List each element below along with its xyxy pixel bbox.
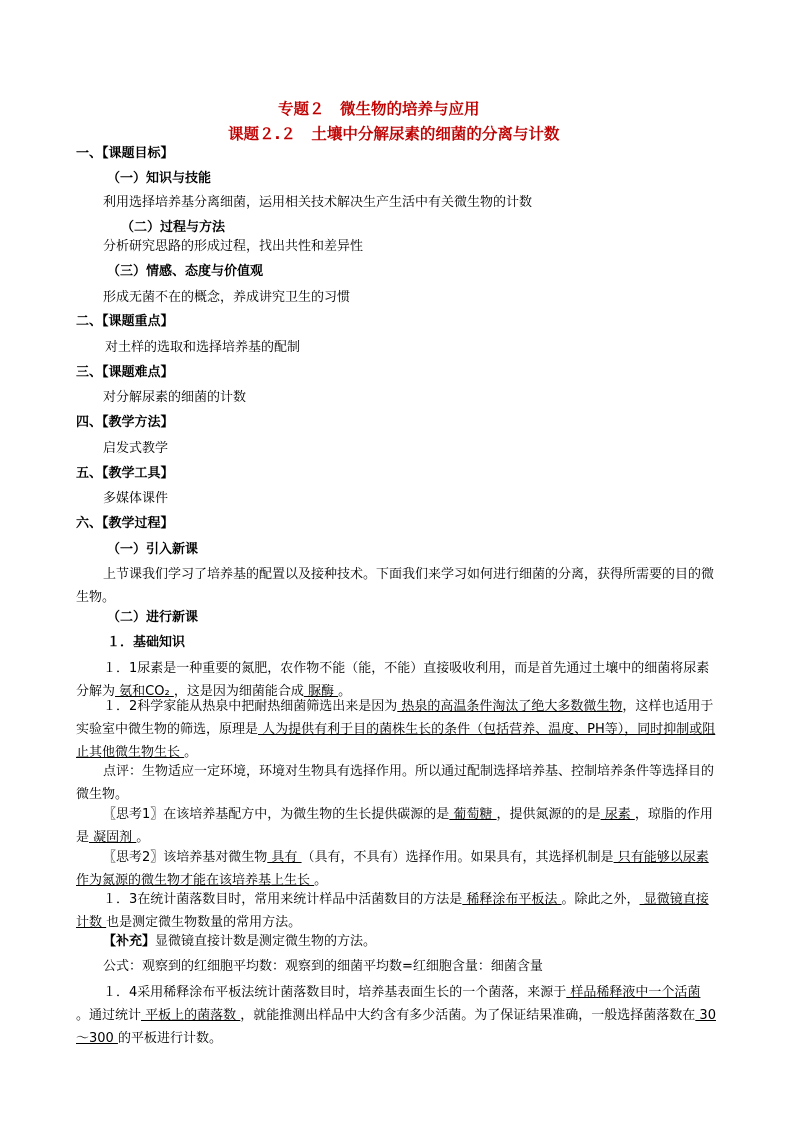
answer-urease: 脲酶 [303,684,339,699]
text-attitude: 形成无菌不在的概念，养成讲究卫生的习惯 [103,290,351,305]
paragraph-formula: 公式：观察到的红细胞平均数：观察到的细菌平均数=红细胞含量：细菌含量 [103,959,543,974]
answer-live-cell: 样品稀释液中一个活菌 [566,985,701,1000]
text-method: 启发式教学 [103,441,169,456]
subheading-basics: １．基础知识 [107,635,186,650]
paragraph-think-1: 〖思考1〗在该培养基配方中，为微生物的生长提供碳源的是 葡萄糖 ，提供氮源的的是 尿素 ，琼脂的作用是 凝固剂 。 [76,807,713,845]
subheading-attitude: （三）情感、态度与价值观 [107,264,264,279]
subheading-knowledge: （一）知识与技能 [107,171,212,186]
section-heading-focus: 二、【课题重点】 [76,314,174,329]
text-focus: 对土样的选取和选择培养基的配制 [105,340,301,355]
text-knowledge: 利用选择培养基分离细菌，运用相关技术解决生产生活中有关微生物的计数 [103,195,533,210]
text-difficulty: 对分解尿素的细菌的计数 [103,390,247,405]
section-heading-goals: 一、【课题目标】 [76,146,174,161]
answer-glucose: 葡萄糖 [449,807,497,822]
answer-solidifier: 凝固剂 [89,830,137,845]
answer-has: 具有 [267,850,302,865]
paragraph-1-4: １．4采用稀释涂布平板法统计菌落数目时，培养基表面生长的一个菌落，来源于 样品稀释液中一个活菌 。通过统计 平板上的菌落数 ，就能推测出样品中大约含有多少活菌。为了保证结果准确，一般选择菌落数在 30～300 的平板进行计数。 [76,985,716,1046]
section-heading-process: 六、【教学过程】 [76,516,174,531]
paragraph-intro: 上节课我们学习了培养基的配置以及接种技术。下面我们来学习如何进行细菌的分离，获得所需要的目的微生物。 [76,567,715,605]
answer-urea: 尿素 [600,807,635,822]
paragraph-1-1: １．1尿素是一种重要的氮肥，农作物不能（能，不能）直接吸收利用，而是首先通过土壤中的细菌将尿素分解为 氨和CO₂ ，这是因为细菌能合成 脲酶 。 [76,661,710,699]
section-heading-method: 四、【教学方法】 [76,415,174,430]
text-tools: 多媒体课件 [103,491,169,506]
section-heading-tools: 五、【教学工具】 [76,466,174,481]
answer-microscope-count: 显微镜直接计数 [76,892,709,930]
document-title: 专题２ 微生物的培养与应用 [278,100,480,118]
answer-dilution-plating: 稀释涂布平板法 [462,892,562,907]
document-subtitle: 课题２.２ 土壤中分解尿素的细菌的分离与计数 [228,125,560,143]
answer-selection-mechanism: 只有能够以尿素作为氮源的微生物才能在该培养基上生长 [76,850,709,888]
paragraph-supplement: 【补充】显微镜直接计数是测定微生物的方法。 [103,934,377,949]
subheading-process: （二）过程与方法 [121,220,226,235]
paragraph-1-3: １．3在统计菌落数目时，常用来统计样品中活菌数目的方法是 稀释涂布平板法 。除此之外， 显微镜直接计数 也是测定微生物数量的常用方法。 [76,892,709,930]
paragraph-1-2: １．2科学家能从热泉中把耐热细菌筛选出来是因为 热泉的高温条件淘汰了绝大多数微生物，这样也适用于实验室中微生物的筛选，原理是 人为提供有利于目的菌株生长的条件（包括营养、温度、PH等），同时抑制或阻止其他微生物生长 。 [76,699,716,760]
answer-ammonia-co2: 氨和CO₂ [115,684,174,699]
answer-colony-range: 30～300 [76,1008,716,1046]
answer-hot-spring: 热泉的高温条件淘汰了绝大多数微生物 [397,699,623,714]
section-heading-difficulty: 三、【课题难点】 [76,365,174,380]
answer-selection-principle: 人为提供有利于目的菌株生长的条件（包括营养、温度、PH等），同时抑制或阻止其他微生物生长 [76,722,716,760]
subheading-intro: （一）引入新课 [107,542,199,557]
paragraph-think-2: 〖思考2〗该培养基对微生物 具有 （具有，不具有）选择作用。如果具有，其选择机制是 只有能够以尿素作为氮源的微生物才能在该培养基上生长 。 [76,850,709,888]
paragraph-comment: 点评：生物适应一定环境，环境对生物具有选择作用。所以通过配制选择培养基、控制培养条件等选择目的微生物。 [76,764,715,802]
text-process: 分析研究思路的形成过程，找出共性和差异性 [103,239,364,254]
subheading-new-lesson: （二）进行新课 [107,610,199,625]
answer-colony-count: 平板上的菌落数 [141,1008,241,1023]
